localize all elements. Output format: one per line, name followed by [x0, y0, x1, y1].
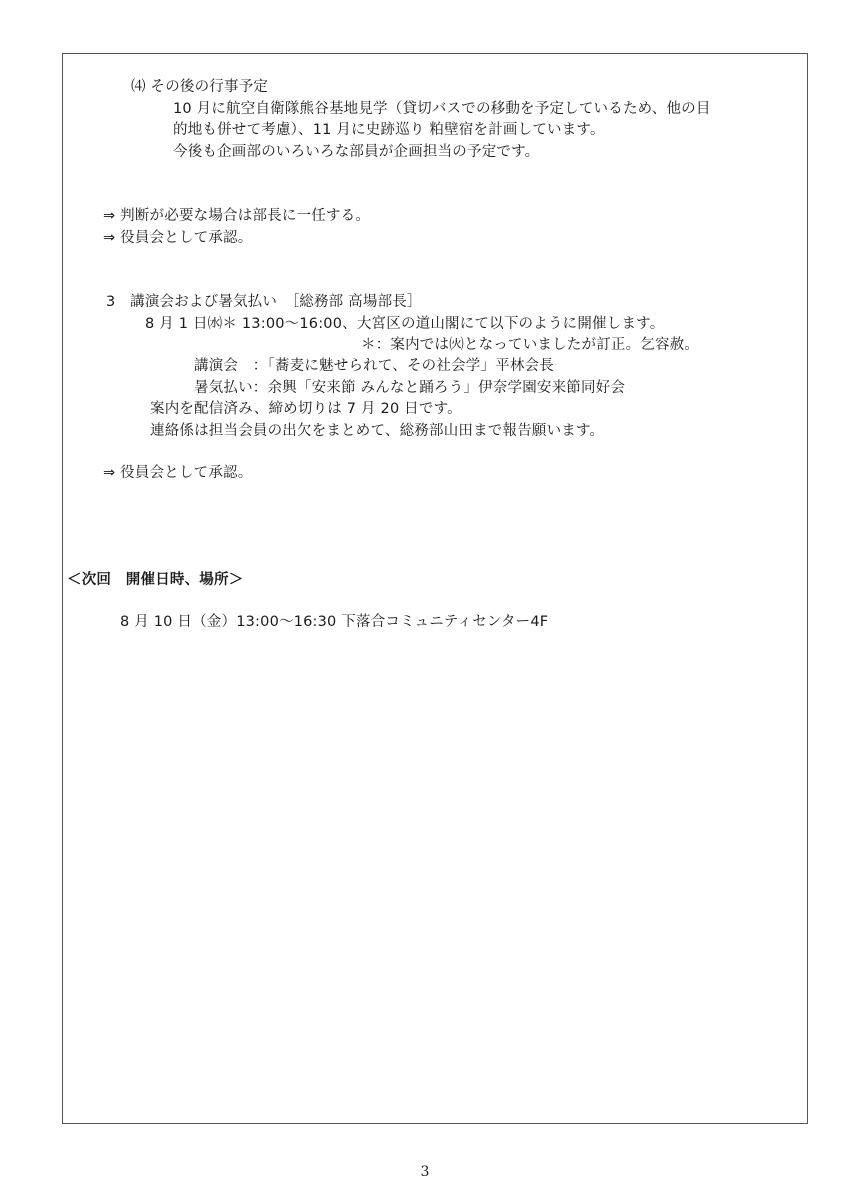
- item-3-lecture: 講演会 ：「蕎麦に魅せられて、その社会学」平林会長: [194, 358, 554, 374]
- item-3-date-line: 8 月 1 日㈬＊ 13:00～16:00、大宮区の道山閣にて以下のように開催します。: [145, 316, 665, 332]
- decision-approved-1: ⇒ 役員会として承認。: [103, 230, 253, 246]
- item-3-party: 暑気払い：余興「安来節 みんなと踊ろう」伊奈学園安来節同好会: [194, 380, 626, 396]
- decision-delegate: ⇒ 判断が必要な場合は部長に一任する。: [103, 208, 371, 224]
- decision-approved-2: ⇒ 役員会として承認。: [103, 465, 253, 481]
- section-4-line-2: 的地も併せて考慮）、11 月に史跡巡り 粕壁宿を計画しています。: [173, 122, 605, 138]
- section-4-line-3: 今後も企画部のいろいろな部員が企画担当の予定です。: [173, 144, 540, 160]
- item-3-correction-note: ＊：案内では㈫となっていましたが訂正。乞容赦。: [361, 337, 700, 353]
- section-4-heading: ⑷ その後の行事予定: [131, 79, 269, 95]
- section-4-line-1: 10 月に航空自衛隊熊谷基地見学（貸切バスでの移動を予定しているため、他の目: [173, 101, 711, 117]
- item-3-contact: 連絡係は担当会員の出欠をまとめて、総務部山田まで報告願います。: [150, 423, 605, 439]
- next-meeting-heading: ＜次回 開催日時、場所＞: [67, 572, 244, 588]
- next-meeting-detail: 8 月 10 日（金）13:00～16:30 下落合コミュニティセンター4F: [120, 614, 549, 630]
- page-number: 3: [420, 1164, 430, 1180]
- item-3-guide: 案内を配信済み、締め切りは 7 月 20 日です。: [150, 401, 462, 417]
- item-3-heading: 3 講演会および暑気払い ［総務部 高場部長］: [106, 294, 422, 310]
